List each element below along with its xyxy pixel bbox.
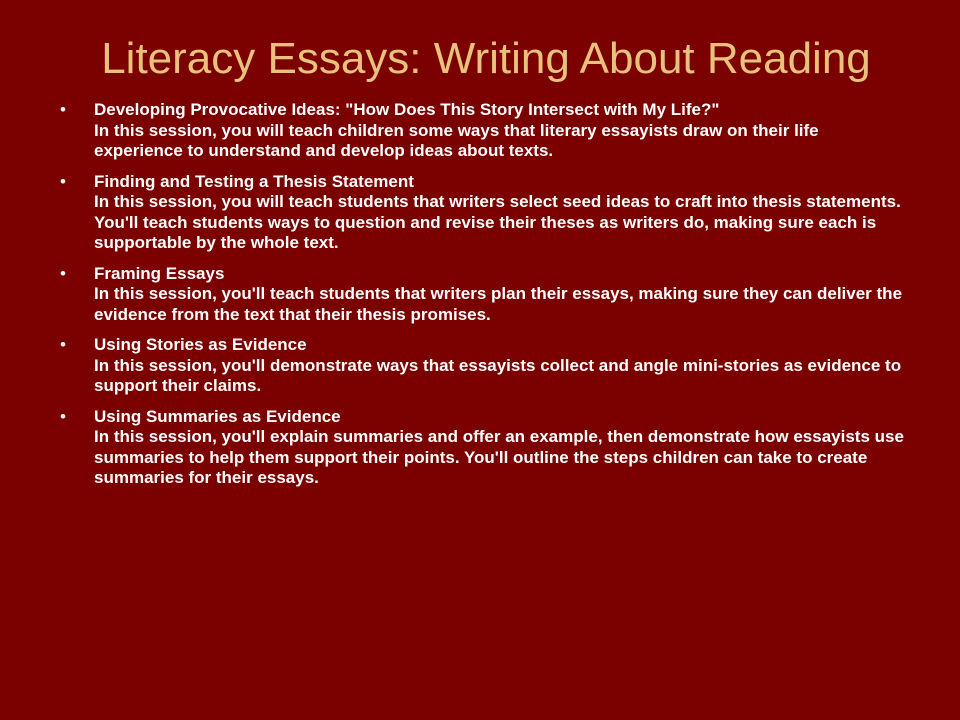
bullet-item xyxy=(60,172,912,254)
bullet-body: In this session, you'll demonstrate ways that essayists collect and angle mini-stories as evidence to support their claims. xyxy=(94,355,902,395)
bullet-marker: • xyxy=(60,406,66,426)
slide-title: Literacy Essays: Writing About Reading xyxy=(101,34,871,83)
bullet-item xyxy=(60,264,912,326)
bullet-item xyxy=(60,100,912,162)
bullet-heading: Using Summaries as Evidence xyxy=(94,406,341,426)
bullet-marker: • xyxy=(60,263,66,283)
bullet-item xyxy=(60,335,912,397)
bullet-item xyxy=(60,407,912,489)
bullet-heading: Using Stories as Evidence xyxy=(94,335,307,354)
bullet-body: In this session, you'll teach students that writers plan their essays, making sure they can deliver the evidence from the text that their thesis promises. xyxy=(94,284,903,324)
bullet-marker: • xyxy=(60,171,66,191)
bullet-marker: • xyxy=(60,335,66,354)
bullet-heading: Developing Provocative Ideas: "How Does This Story Intersect with My Life?" xyxy=(94,100,720,119)
bullet-body: In this session, you'll explain summaries and offer an example, then demonstrate how essayists use summaries to help them support their points. You'll outline the steps children can take to create summaries for their essays. xyxy=(94,427,904,487)
bullet-body: In this session, you will teach students that writers select seed ideas to craft into thesis statements. You'll teach students ways to question and revise their theses as writers do, making sure each is supportable by the whole text. xyxy=(94,192,901,252)
bullet-heading: Framing Essays xyxy=(94,263,225,283)
bullet-body: In this session, you will teach children some ways that literary essayists draw on their life experience to understand and develop ideas about texts. xyxy=(94,120,819,160)
bullet-list xyxy=(60,100,912,489)
bullet-heading: Finding and Testing a Thesis Statement xyxy=(94,171,414,191)
bullet-marker: • xyxy=(60,100,66,119)
